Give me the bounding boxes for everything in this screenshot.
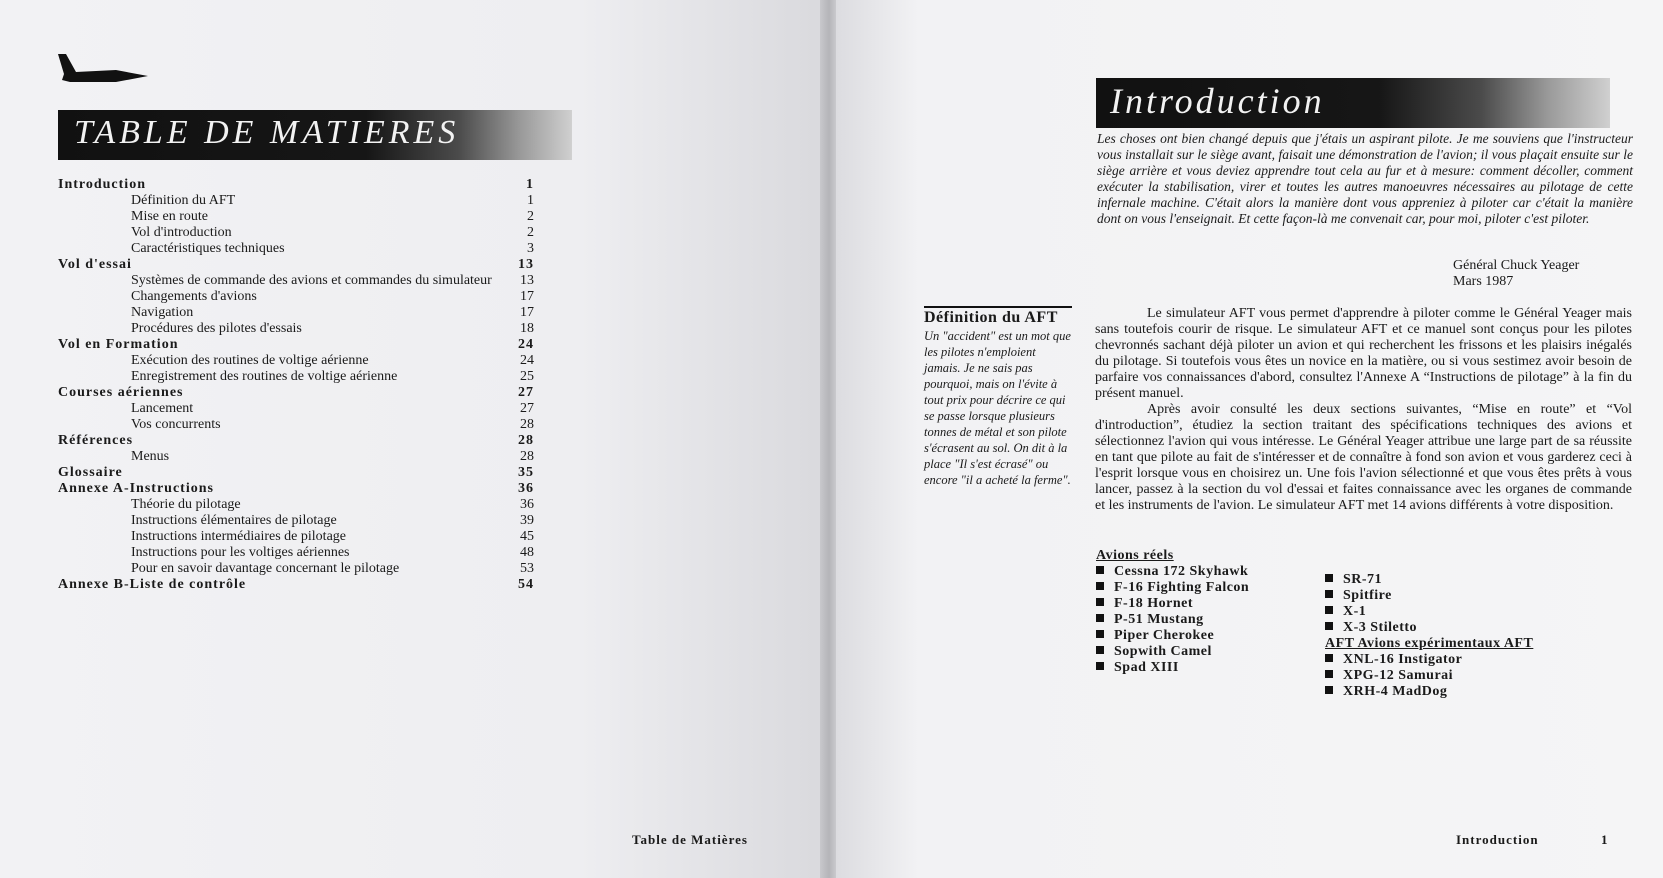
- square-bullet-icon: [1325, 654, 1333, 662]
- toc-entry-label: Introduction: [58, 177, 146, 192]
- toc-entry-label: Références: [58, 433, 134, 448]
- toc-entry-page: 53: [520, 561, 534, 576]
- toc-subsection-row: [58, 273, 534, 289]
- toc-entry-label: Mise en route: [131, 209, 208, 224]
- toc-section-row: [58, 177, 534, 193]
- toc-entry-label: Instructions élémentaires de pilotage: [131, 513, 337, 528]
- aircraft-item: [1096, 596, 1316, 612]
- aircraft-item: [1325, 668, 1565, 684]
- square-bullet-icon: [1325, 574, 1333, 582]
- aircraft-item: [1096, 660, 1316, 676]
- square-bullet-icon: [1325, 622, 1333, 630]
- aircraft-name: XNL-16 Instigator: [1343, 652, 1463, 667]
- intro-title: Introduction: [1110, 81, 1325, 121]
- toc-subsection-row: [58, 353, 534, 369]
- intro-paragraph-1: Le simulateur AFT vous permet d'apprendre à piloter comme le Général Yeager mais sans toutefois courir de risque. Le simulateur AFT et ce manuel sont conçus pour les pilotes chevronnés sachant déjà piloter un avion et qui recherchent les frissons et les plaisirs inégalés du pilotage. Si toutefois vous êtes un novice en la matière, ou si vous sestimez avoir besoin de parfaire vos connaissances d'abord, consultez l'Annexe A “Instructions de pilotage” à la fin du présent manuel.: [1095, 306, 1632, 401]
- experimental-aircraft-heading: AFT Avions expérimentaux AFT: [1325, 636, 1534, 651]
- toc-entry-label: Théorie du pilotage: [131, 497, 241, 512]
- toc-entry-label: Systèmes de commande des avions et commandes du simulateur: [131, 273, 492, 288]
- aircraft-item: [1096, 644, 1316, 660]
- toc-subsection-row: [58, 289, 534, 305]
- aircraft-name: Cessna 172 Skyhawk: [1114, 564, 1249, 579]
- sidebar-text: Un "accident" est un mot que les pilotes n'emploient jamais. Je ne sais pas pourquoi, mais on l'évite à tout prix pour décrire ce qui se passe lorsque plusieurs tonnes de métal et son pilote s'écrasent au sol. On dit à la place "Il s'est écrasé" ou encore "il a acheté la ferme".: [924, 329, 1071, 487]
- toc-entry-label: Vol en Formation: [58, 337, 179, 352]
- toc-entry-page: 36: [520, 497, 534, 512]
- toc-entry-label: Vol d'introduction: [131, 225, 232, 240]
- toc-subsection-row: [58, 321, 534, 337]
- aircraft-item: [1325, 652, 1565, 668]
- toc-section-row: [58, 577, 534, 593]
- aircraft-name: F-18 Hornet: [1114, 596, 1193, 611]
- toc-subsection-row: [58, 305, 534, 321]
- signature-date: Mars 1987: [1453, 274, 1514, 289]
- toc-entry-label: Glossaire: [58, 465, 123, 480]
- toc-entry-page: 39: [520, 513, 534, 528]
- toc-entry-page: 1: [526, 177, 534, 192]
- aircraft-name: Sopwith Camel: [1114, 644, 1212, 659]
- square-bullet-icon: [1096, 662, 1104, 670]
- sidebar-rule: [924, 306, 1072, 308]
- toc-entry-label: Procédures des pilotes d'essais: [131, 321, 302, 336]
- toc-entry-page: 28: [518, 433, 534, 448]
- toc-entry-label: Pour en savoir davantage concernant le pilotage: [131, 561, 400, 576]
- toc-entry-page: 27: [520, 401, 534, 416]
- aircraft-name: Piper Cherokee: [1114, 628, 1215, 643]
- toc-entry-page: 13: [518, 257, 534, 272]
- toc-entry-label: Définition du AFT: [131, 193, 236, 208]
- toc-subsection-row: [58, 545, 534, 561]
- toc-subsection-row: [58, 513, 534, 529]
- toc-section-row: [58, 385, 534, 401]
- intro-banner: [1096, 78, 1610, 128]
- toc-entry-page: 1: [527, 193, 534, 208]
- toc-entry-label: Exécution des routines de voltige aérienne: [131, 353, 369, 368]
- toc-entry-page: 24: [520, 353, 534, 368]
- toc-section-row: [58, 465, 534, 481]
- real-aircraft-heading: Avions réels: [1096, 548, 1174, 563]
- sidebar-heading: Définition du AFT: [924, 309, 1058, 326]
- toc-subsection-row: [58, 497, 534, 513]
- toc-subsection-row: [58, 417, 534, 433]
- more-aircraft-list: [1325, 572, 1565, 700]
- toc-entry-label: Courses aériennes: [58, 385, 184, 400]
- signature-name: Général Chuck Yeager: [1453, 258, 1580, 273]
- square-bullet-icon: [1325, 590, 1333, 598]
- toc-entry-page: 3: [527, 241, 534, 256]
- toc-section-row: [58, 257, 534, 273]
- aircraft-name: F-16 Fighting Falcon: [1114, 580, 1250, 595]
- toc-entry-page: 2: [527, 209, 534, 224]
- aircraft-name: Spad XIII: [1114, 660, 1179, 675]
- toc-entry-page: 28: [520, 449, 534, 464]
- square-bullet-icon: [1096, 630, 1104, 638]
- toc-entry-label: Annexe A-Instructions: [58, 481, 214, 496]
- aircraft-name: X-1: [1343, 604, 1367, 619]
- square-bullet-icon: [1096, 566, 1104, 574]
- toc-entry-page: 48: [520, 545, 534, 560]
- square-bullet-icon: [1325, 606, 1333, 614]
- aircraft-item: [1096, 564, 1316, 580]
- toc-section-row: [58, 433, 534, 449]
- left-page: [0, 0, 828, 878]
- toc-entry-page: 18: [520, 321, 534, 336]
- toc-title: TABLE DE MATIERES: [74, 114, 460, 151]
- square-bullet-icon: [1325, 670, 1333, 678]
- toc-entry-label: Lancement: [131, 401, 194, 416]
- toc-entry-label: Vos concurrents: [131, 417, 221, 432]
- toc-banner: [58, 110, 572, 160]
- toc-subsection-row: [58, 529, 534, 545]
- intro-body: [1095, 306, 1632, 514]
- left-page-footer: Table de Matières: [632, 832, 748, 847]
- toc-subsection-row: [58, 369, 534, 385]
- toc-subsection-row: [58, 561, 534, 577]
- square-bullet-icon: [1325, 686, 1333, 694]
- toc-subsection-row: [58, 193, 534, 209]
- quote-signature: [1453, 258, 1579, 290]
- toc-section-row: [58, 481, 534, 497]
- toc-entry-page: 13: [520, 273, 534, 288]
- square-bullet-icon: [1096, 614, 1104, 622]
- aircraft-name: XRH-4 MadDog: [1343, 684, 1448, 699]
- toc-entry-page: 27: [518, 385, 534, 400]
- right-page: [836, 0, 1663, 878]
- sidebar-note: [924, 306, 1072, 488]
- aircraft-item: [1325, 604, 1565, 620]
- toc-subsection-row: [58, 449, 534, 465]
- toc-entry-label: Menus: [131, 449, 170, 464]
- toc-subsection-row: [58, 225, 534, 241]
- toc-subsection-row: [58, 209, 534, 225]
- intro-paragraph-2: Après avoir consulté les deux sections suivantes, “Mise en route” et “Vol d'introduction”, étudiez la section traitant des spécifications techniques des avions et sélectionnez l'avion qui vous intéresse. Le Général Yeager attribue une large part de sa réussite en tant que pilote au fait de s'intéresser et de connaître à fond son avion et vous garderez ceci à l'esprit lorsque vous en choisirez un. Une fois l'avion sélectionné et que vous êtes prêts à vous lancer, passez à la section du vol d'essai et faites connaissance avec les organes de commande et les instruments de l'avion. Le simulateur AFT met 14 avions différents à votre disposition.: [1095, 402, 1632, 513]
- yeager-quote: Les choses ont bien changé depuis que j'étais un aspirant pilote. Je me souviens que l'instructeur vous installait sur le siège avant, faisait une démonstration de l'avion; il vous plaçait ensuite sur le siège arrière et vous deviez apprendre tout cela au fur et à mesure: comment décoller, comment exécuter la stabilisation, virer et toutes les autres manoeuvres nécessaires au pilotage de cette infernale machine. C'était alors la manière dont vous appreniez à piloter car c'était la manière dont on vous l'enseignait. Et cette façon-là me convenait car, pour moi, piloter c'est piloter.: [1097, 131, 1633, 226]
- page-number: 1: [1601, 832, 1608, 847]
- aircraft-item: [1325, 620, 1565, 636]
- toc-entry-page: 24: [518, 337, 534, 352]
- toc-entry-label: Annexe B-Liste de contrôle: [58, 577, 247, 592]
- toc-entry-page: 35: [518, 465, 534, 480]
- toc-entry-page: 45: [520, 529, 534, 544]
- toc-entry-label: Vol d'essai: [58, 257, 132, 272]
- aircraft-name: XPG-12 Samurai: [1343, 668, 1454, 683]
- jet-silhouette-icon: [56, 52, 152, 88]
- toc-entry-page: 25: [520, 369, 534, 384]
- toc-entry-label: Navigation: [131, 305, 194, 320]
- experimental-aircraft-items: [1325, 652, 1565, 700]
- toc-entry-label: Caractéristiques techniques: [131, 241, 285, 256]
- aircraft-name: P-51 Mustang: [1114, 612, 1204, 627]
- aircraft-item: [1325, 588, 1565, 604]
- right-page-footer: Introduction: [1456, 832, 1539, 847]
- real-aircraft-items-cont: [1325, 572, 1565, 636]
- toc-entry-label: Changements d'avions: [131, 289, 257, 304]
- toc-entry-label: Instructions intermédiaires de pilotage: [131, 529, 346, 544]
- real-aircraft-items: [1096, 564, 1316, 676]
- aircraft-item: [1096, 612, 1316, 628]
- toc-entry-page: 28: [520, 417, 534, 432]
- aircraft-name: Spitfire: [1343, 588, 1392, 603]
- toc-entry-page: 17: [520, 305, 534, 320]
- square-bullet-icon: [1096, 598, 1104, 606]
- aircraft-name: SR-71: [1343, 572, 1383, 587]
- toc-section-row: [58, 337, 534, 353]
- aircraft-item: [1325, 684, 1565, 700]
- square-bullet-icon: [1096, 582, 1104, 590]
- real-aircraft-list: [1096, 548, 1316, 676]
- toc-entry-page: 54: [518, 577, 534, 592]
- toc-subsection-row: [58, 401, 534, 417]
- toc-entry-page: 17: [520, 289, 534, 304]
- toc-entry-label: Enregistrement des routines de voltige aérienne: [131, 369, 398, 384]
- toc-subsection-row: [58, 241, 534, 257]
- toc-entry-page: 2: [527, 225, 534, 240]
- toc-entry-page: 36: [518, 481, 534, 496]
- aircraft-name: X-3 Stiletto: [1343, 620, 1418, 635]
- aircraft-item: [1325, 572, 1565, 588]
- square-bullet-icon: [1096, 646, 1104, 654]
- toc-entry-label: Instructions pour les voltiges aériennes: [131, 545, 350, 560]
- aircraft-item: [1096, 580, 1316, 596]
- aircraft-item: [1096, 628, 1316, 644]
- toc-list: [58, 177, 534, 593]
